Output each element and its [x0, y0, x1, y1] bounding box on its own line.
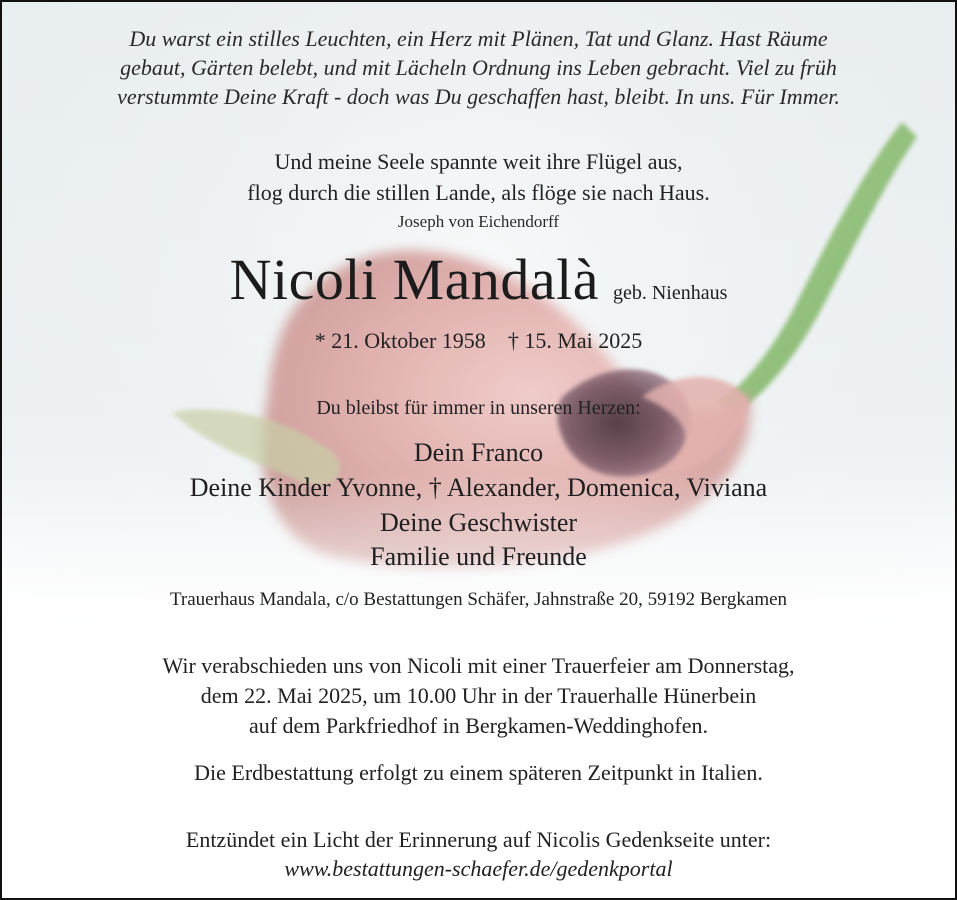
notice-content [2, 2, 955, 898]
mourner-line-2: Deine Kinder Yvonne, † Alexander, Domenica, Viviana [189, 473, 768, 502]
quote-author: Joseph von Eichendorff [397, 212, 560, 231]
birth-date: * 21. Oktober 1958 [314, 328, 486, 353]
mourner-line-4: Familie und Freunde [370, 542, 587, 571]
ceremony-line-2: dem 22. Mai 2025, um 10.00 Uhr in der Trauerhalle Hünerbein [200, 683, 757, 708]
poem-line-1: Du warst ein stilles Leuchten, ein Herz mit Plänen, Tat und Glanz. Hast Räume [129, 26, 828, 51]
ceremony-line-1: Wir verabschieden uns von Nicoli mit einer Trauerfeier am Donnerstag, [162, 653, 795, 678]
deceased-name: Nicoli Mandalà [229, 247, 599, 312]
quote-line-2: flog durch die stillen Lande, als flöge sie nach Haus. [247, 180, 710, 205]
deceased-name-row [2, 246, 955, 313]
death-date: † 15. Mai 2025 [507, 328, 643, 353]
mourner-line-1: Dein Franco [413, 438, 544, 467]
memorial-text: Entzündet ein Licht der Erinnerung auf Nicolis Gedenkseite unter: [185, 827, 772, 852]
mourning-house-address: Trauerhaus Mandala, c/o Bestattungen Schäfer, Jahnstraße 20, 59192 Bergkamen [169, 589, 788, 610]
maiden-name: geb. Nienhaus [612, 282, 728, 304]
mourners-intro: Du bleibst für immer in unseren Herzen: [316, 397, 641, 419]
life-dates [2, 328, 955, 354]
quote-line-1: Und meine Seele spannte weit ihre Flügel aus, [274, 149, 683, 174]
poem-line-2: gebaut, Gärten belebt, und mit Lächeln Ordnung ins Leben gebracht. Viel zu früh [120, 55, 837, 80]
mourner-line-3: Deine Geschwister [379, 508, 578, 537]
ceremony-line-3: auf dem Parkfriedhof in Bergkamen-Weddinghofen. [248, 713, 709, 738]
memorial-url: www.bestattungen-schaefer.de/gedenkportal [284, 856, 673, 881]
poem-line-3: verstummte Deine Kraft - doch was Du geschaffen hast, bleibt. In uns. Für Immer. [117, 84, 840, 109]
burial-note: Die Erdbestattung erfolgt zu einem späteren Zeitpunkt in Italien. [194, 760, 763, 785]
